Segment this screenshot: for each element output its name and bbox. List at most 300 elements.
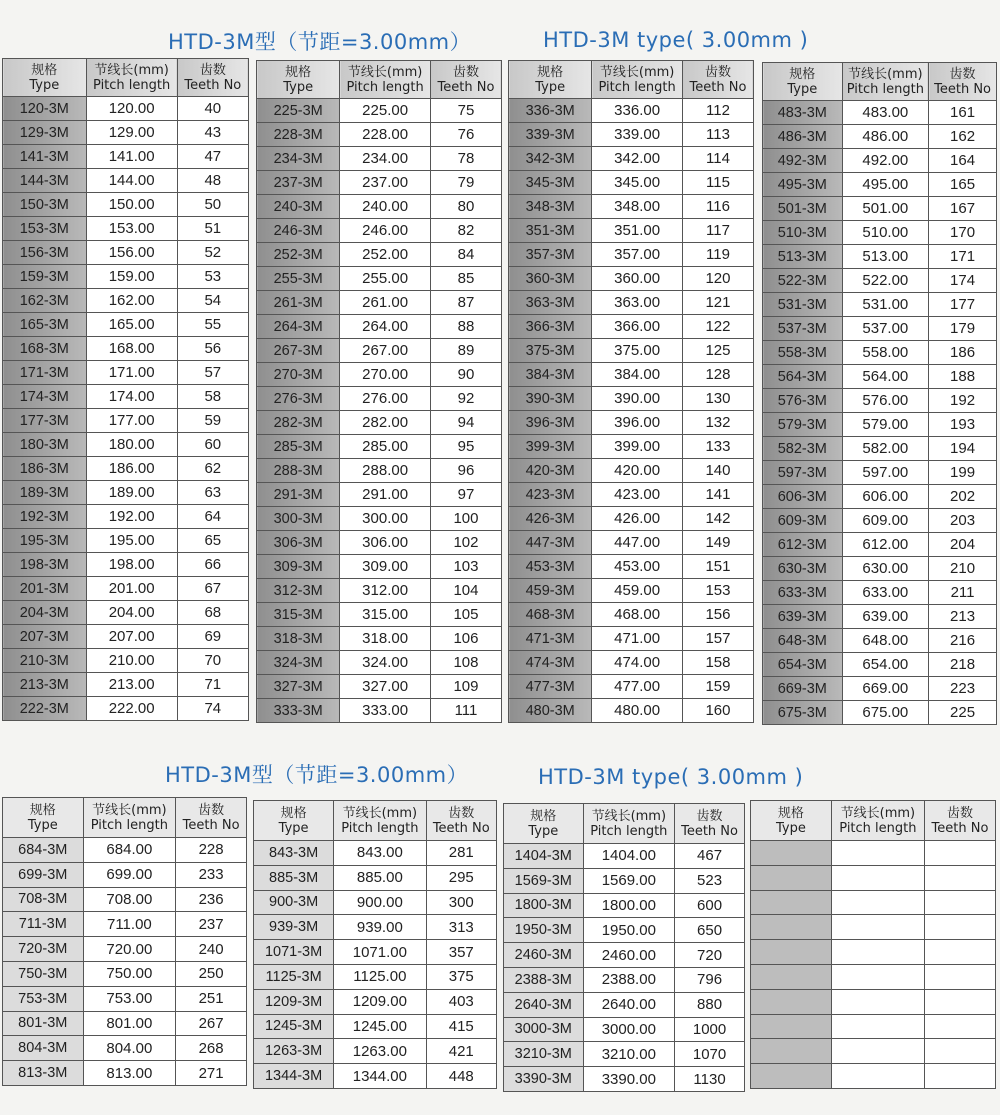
- cell-type: 900-3M: [254, 890, 334, 915]
- cell-type: 1071-3M: [254, 940, 334, 965]
- cell-type: 606-3M: [763, 485, 843, 509]
- table-row: [509, 579, 754, 603]
- cell-teeth: 84: [430, 243, 501, 267]
- cell-teeth: 177: [929, 293, 997, 317]
- cell-type: 177-3M: [3, 409, 87, 433]
- table-header-row: [3, 798, 247, 838]
- table-row: [751, 1039, 996, 1064]
- col-pitch-header-en: Pitch length: [346, 79, 424, 95]
- table-row: [257, 99, 502, 123]
- table-row: [509, 651, 754, 675]
- cell-type: 399-3M: [509, 435, 592, 459]
- table-header-row: [3, 59, 249, 97]
- table-header-row: [509, 61, 754, 99]
- cell-teeth: 357: [426, 940, 496, 965]
- cell-teeth: 97: [430, 483, 501, 507]
- table-row: [751, 890, 996, 915]
- cell-type: [751, 1014, 832, 1039]
- cell-pitch: 204.00: [86, 601, 177, 625]
- table-row: [254, 915, 497, 940]
- table-row: [3, 961, 247, 986]
- cell-type: 804-3M: [3, 1036, 84, 1061]
- cell-teeth: 116: [682, 195, 753, 219]
- cell-pitch: 207.00: [86, 625, 177, 649]
- cell-teeth: 53: [177, 265, 248, 289]
- cell-type: 207-3M: [3, 625, 87, 649]
- cell-teeth: 174: [929, 269, 997, 293]
- cell-type: 366-3M: [509, 315, 592, 339]
- cell-teeth: 104: [430, 579, 501, 603]
- cell-teeth: 120: [682, 267, 753, 291]
- table-row: [509, 675, 754, 699]
- cell-type: 360-3M: [509, 267, 592, 291]
- cell-pitch: 471.00: [592, 627, 683, 651]
- cell-teeth: 121: [682, 291, 753, 315]
- cell-type: 453-3M: [509, 555, 592, 579]
- table-row: [3, 887, 247, 912]
- cell-pitch: 468.00: [592, 603, 683, 627]
- cell-type: 141-3M: [3, 145, 87, 169]
- col-pitch-header-cn: 节线长(mm): [840, 805, 916, 821]
- cell-pitch: [831, 989, 924, 1014]
- table-row: [763, 125, 997, 149]
- cell-pitch: 609.00: [842, 509, 929, 533]
- cell-pitch: 252.00: [340, 243, 431, 267]
- table-row: [504, 943, 745, 968]
- table-header-row: [751, 801, 996, 841]
- cell-teeth: 56: [177, 337, 248, 361]
- cell-pitch: 720.00: [83, 937, 176, 962]
- table-row: [3, 529, 249, 553]
- cell-pitch: 285.00: [340, 435, 431, 459]
- cell-teeth: [924, 915, 995, 940]
- cell-pitch: 357.00: [592, 243, 683, 267]
- col-type-header-cn: 规格: [537, 64, 564, 80]
- cell-type: 510-3M: [763, 221, 843, 245]
- table-row: [257, 123, 502, 147]
- cell-pitch: 384.00: [592, 363, 683, 387]
- cell-type: 252-3M: [257, 243, 340, 267]
- table-row: [3, 862, 247, 887]
- cell-pitch: 1404.00: [583, 844, 675, 869]
- cell-teeth: 153: [682, 579, 753, 603]
- cell-type: 189-3M: [3, 481, 87, 505]
- cell-type: 633-3M: [763, 581, 843, 605]
- cell-teeth: 267: [176, 1011, 247, 1036]
- cell-teeth: 161: [929, 101, 997, 125]
- cell-type: 699-3M: [3, 862, 84, 887]
- cell-teeth: 159: [682, 675, 753, 699]
- cell-teeth: 54: [177, 289, 248, 313]
- table-row: [254, 841, 497, 866]
- cell-teeth: 192: [929, 389, 997, 413]
- cell-type: 423-3M: [509, 483, 592, 507]
- cell-type: 327-3M: [257, 675, 340, 699]
- col-teeth-header-cn: 齿数: [696, 808, 723, 824]
- cell-teeth: 111: [430, 699, 501, 723]
- cell-pitch: 1245.00: [334, 1014, 426, 1039]
- table-row: [509, 99, 754, 123]
- table-row: [763, 461, 997, 485]
- table-row: [504, 992, 745, 1017]
- col-type-header-cn: 规格: [789, 66, 816, 82]
- top-title-en: HTD-3M type( 3.00mm ): [543, 28, 809, 52]
- cell-teeth: 250: [176, 961, 247, 986]
- cell-pitch: 144.00: [86, 169, 177, 193]
- table-row: [509, 315, 754, 339]
- col-pitch-header-en: Pitch length: [341, 820, 419, 836]
- table-row: [257, 507, 502, 531]
- bottom-table-4: [750, 800, 996, 1089]
- table-row: [254, 940, 497, 965]
- col-pitch-header-en: Pitch length: [839, 820, 917, 836]
- cell-type: 720-3M: [3, 937, 84, 962]
- cell-pitch: 195.00: [86, 529, 177, 553]
- cell-type: 300-3M: [257, 507, 340, 531]
- col-teeth-header: [675, 804, 745, 844]
- cell-pitch: [831, 1064, 924, 1089]
- col-pitch-header-en: Pitch length: [90, 817, 168, 833]
- col-teeth-header: [430, 61, 501, 99]
- table-row: [3, 313, 249, 337]
- cell-type: 447-3M: [509, 531, 592, 555]
- table-row: [3, 169, 249, 193]
- cell-teeth: 142: [682, 507, 753, 531]
- cell-type: [751, 890, 832, 915]
- cell-teeth: 60: [177, 433, 248, 457]
- cell-pitch: 201.00: [86, 577, 177, 601]
- cell-teeth: 151: [682, 555, 753, 579]
- cell-type: 228-3M: [257, 123, 340, 147]
- table-row: [254, 989, 497, 1014]
- cell-pitch: 306.00: [340, 531, 431, 555]
- bottom-table-2: [253, 800, 497, 1089]
- cell-pitch: 309.00: [340, 555, 431, 579]
- cell-type: 537-3M: [763, 317, 843, 341]
- col-teeth-header-cn: 齿数: [946, 805, 973, 821]
- cell-type: 288-3M: [257, 459, 340, 483]
- cell-teeth: 78: [430, 147, 501, 171]
- cell-type: 318-3M: [257, 627, 340, 651]
- cell-type: 165-3M: [3, 313, 87, 337]
- cell-pitch: 1344.00: [334, 1064, 426, 1089]
- table-row: [257, 387, 502, 411]
- table-header-row: [254, 801, 497, 841]
- cell-teeth: 40: [177, 97, 248, 121]
- table-row: [3, 986, 247, 1011]
- table-row: [509, 603, 754, 627]
- col-teeth-header-cn: 齿数: [199, 62, 226, 78]
- cell-pitch: 492.00: [842, 149, 929, 173]
- table-row: [3, 145, 249, 169]
- col-teeth-header: [682, 61, 753, 99]
- cell-type: 669-3M: [763, 677, 843, 701]
- cell-teeth: 71: [177, 673, 248, 697]
- cell-pitch: [831, 841, 924, 866]
- cell-teeth: 171: [929, 245, 997, 269]
- table-row: [763, 341, 997, 365]
- table-row: [763, 365, 997, 389]
- cell-type: 939-3M: [254, 915, 334, 940]
- cell-teeth: 796: [675, 967, 745, 992]
- cell-teeth: 199: [929, 461, 997, 485]
- col-teeth-header-en: Teeth No: [437, 79, 495, 95]
- cell-pitch: 168.00: [86, 337, 177, 361]
- cell-teeth: 65: [177, 529, 248, 553]
- cell-type: 513-3M: [763, 245, 843, 269]
- cell-type: 180-3M: [3, 433, 87, 457]
- cell-teeth: 109: [430, 675, 501, 699]
- table-header-row: [257, 61, 502, 99]
- cell-pitch: 900.00: [334, 890, 426, 915]
- cell-type: 225-3M: [257, 99, 340, 123]
- col-type-header-en: Type: [787, 81, 818, 97]
- col-pitch-header: [340, 61, 431, 99]
- cell-teeth: [924, 1039, 995, 1064]
- cell-teeth: 233: [176, 862, 247, 887]
- cell-pitch: 315.00: [340, 603, 431, 627]
- table-row: [763, 701, 997, 725]
- table-row: [751, 1064, 996, 1089]
- cell-pitch: 804.00: [83, 1036, 176, 1061]
- col-teeth-header: [176, 798, 247, 838]
- table-row: [763, 629, 997, 653]
- top-table-1: [2, 58, 249, 721]
- cell-teeth: [924, 989, 995, 1014]
- cell-type: 396-3M: [509, 411, 592, 435]
- cell-teeth: 223: [929, 677, 997, 701]
- col-type-header-cn: 规格: [280, 805, 307, 821]
- cell-pitch: 225.00: [340, 99, 431, 123]
- cell-type: 564-3M: [763, 365, 843, 389]
- cell-pitch: 240.00: [340, 195, 431, 219]
- cell-type: 648-3M: [763, 629, 843, 653]
- table-row: [257, 267, 502, 291]
- table-row: [504, 1067, 745, 1092]
- cell-pitch: 282.00: [340, 411, 431, 435]
- cell-teeth: 193: [929, 413, 997, 437]
- cell-type: 201-3M: [3, 577, 87, 601]
- cell-teeth: 113: [682, 123, 753, 147]
- col-pitch-header: [592, 61, 683, 99]
- table-row: [254, 1064, 497, 1089]
- table-row: [3, 673, 249, 697]
- table-row: [257, 651, 502, 675]
- col-type-header-en: Type: [535, 79, 566, 95]
- cell-teeth: 128: [682, 363, 753, 387]
- top-title-cn: HTD-3M型（节距=3.00mm）: [168, 30, 472, 54]
- cell-teeth: 52: [177, 241, 248, 265]
- cell-teeth: 160: [682, 699, 753, 723]
- table-row: [763, 581, 997, 605]
- col-teeth-header-en: Teeth No: [931, 820, 989, 836]
- table-row: [257, 195, 502, 219]
- cell-type: 210-3M: [3, 649, 87, 673]
- cell-type: [751, 1064, 832, 1089]
- cell-pitch: 186.00: [86, 457, 177, 481]
- table-row: [3, 601, 249, 625]
- col-pitch-header: [831, 801, 924, 841]
- table-row: [257, 243, 502, 267]
- cell-pitch: 291.00: [340, 483, 431, 507]
- cell-pitch: 159.00: [86, 265, 177, 289]
- cell-teeth: 125: [682, 339, 753, 363]
- cell-teeth: 211: [929, 581, 997, 605]
- table-row: [254, 1014, 497, 1039]
- col-type-header-cn: 规格: [285, 64, 312, 80]
- cell-type: 483-3M: [763, 101, 843, 125]
- cell-teeth: 162: [929, 125, 997, 149]
- cell-teeth: 1000: [675, 1017, 745, 1042]
- cell-pitch: 264.00: [340, 315, 431, 339]
- cell-type: 1125-3M: [254, 964, 334, 989]
- cell-teeth: 164: [929, 149, 997, 173]
- col-type-header: [257, 61, 340, 99]
- col-pitch-header-cn: 节线长(mm): [92, 802, 167, 818]
- cell-type: 612-3M: [763, 533, 843, 557]
- cell-pitch: 120.00: [86, 97, 177, 121]
- table-row: [509, 339, 754, 363]
- cell-type: 129-3M: [3, 121, 87, 145]
- cell-teeth: 403: [426, 989, 496, 1014]
- table-row: [257, 147, 502, 171]
- table-row: [509, 219, 754, 243]
- table-row: [509, 291, 754, 315]
- cell-type: 261-3M: [257, 291, 340, 315]
- cell-pitch: 813.00: [83, 1061, 176, 1086]
- cell-pitch: 648.00: [842, 629, 929, 653]
- cell-type: 339-3M: [509, 123, 592, 147]
- cell-type: 213-3M: [3, 673, 87, 697]
- cell-type: 3390-3M: [504, 1067, 584, 1092]
- bottom-table-3: [503, 803, 745, 1092]
- cell-teeth: 82: [430, 219, 501, 243]
- cell-pitch: [831, 964, 924, 989]
- cell-type: 492-3M: [763, 149, 843, 173]
- table-row: [509, 387, 754, 411]
- table-header-row: [504, 804, 745, 844]
- table-header-row: [763, 63, 997, 101]
- table-row: [3, 241, 249, 265]
- cell-pitch: 246.00: [340, 219, 431, 243]
- col-type-header-en: Type: [29, 77, 60, 93]
- cell-teeth: 179: [929, 317, 997, 341]
- cell-type: 579-3M: [763, 413, 843, 437]
- cell-type: 1263-3M: [254, 1039, 334, 1064]
- cell-type: 474-3M: [509, 651, 592, 675]
- cell-type: 246-3M: [257, 219, 340, 243]
- cell-pitch: 333.00: [340, 699, 431, 723]
- cell-teeth: 141: [682, 483, 753, 507]
- table-row: [3, 193, 249, 217]
- table-row: [257, 483, 502, 507]
- table-row: [3, 361, 249, 385]
- cell-pitch: 1071.00: [334, 940, 426, 965]
- cell-teeth: 76: [430, 123, 501, 147]
- cell-teeth: 415: [426, 1014, 496, 1039]
- cell-type: 654-3M: [763, 653, 843, 677]
- cell-teeth: 88: [430, 315, 501, 339]
- col-pitch-header: [83, 798, 176, 838]
- cell-type: 480-3M: [509, 699, 592, 723]
- cell-pitch: [831, 940, 924, 965]
- col-pitch-header-cn: 节线长(mm): [591, 808, 667, 824]
- cell-pitch: 255.00: [340, 267, 431, 291]
- bottom-title-en: HTD-3M type( 3.00mm ): [538, 765, 804, 789]
- table-row: [509, 483, 754, 507]
- table-row: [504, 1042, 745, 1067]
- col-type-header-en: Type: [278, 820, 309, 836]
- cell-teeth: 421: [426, 1039, 496, 1064]
- cell-type: 264-3M: [257, 315, 340, 339]
- cell-type: 234-3M: [257, 147, 340, 171]
- table-row: [763, 293, 997, 317]
- cell-teeth: 448: [426, 1064, 496, 1089]
- cell-pitch: 675.00: [842, 701, 929, 725]
- table-row: [509, 699, 754, 723]
- cell-teeth: 80: [430, 195, 501, 219]
- cell-teeth: 58: [177, 385, 248, 409]
- col-teeth-header-en: Teeth No: [432, 820, 490, 836]
- cell-type: 675-3M: [763, 701, 843, 725]
- cell-pitch: 213.00: [86, 673, 177, 697]
- col-type-header: [509, 61, 592, 99]
- cell-type: 351-3M: [509, 219, 592, 243]
- cell-type: 597-3M: [763, 461, 843, 485]
- cell-pitch: 192.00: [86, 505, 177, 529]
- cell-pitch: 324.00: [340, 651, 431, 675]
- cell-pitch: 1125.00: [334, 964, 426, 989]
- col-teeth-header: [426, 801, 496, 841]
- col-type-header: [3, 59, 87, 97]
- cell-type: 309-3M: [257, 555, 340, 579]
- cell-teeth: 158: [682, 651, 753, 675]
- table-row: [504, 844, 745, 869]
- cell-type: 3000-3M: [504, 1017, 584, 1042]
- cell-teeth: [924, 940, 995, 965]
- table-row: [763, 101, 997, 125]
- cell-type: 753-3M: [3, 986, 84, 1011]
- table-row: [509, 147, 754, 171]
- col-teeth-header: [924, 801, 995, 841]
- table-row: [3, 1036, 247, 1061]
- table-row: [257, 459, 502, 483]
- cell-type: 153-3M: [3, 217, 87, 241]
- table-row: [509, 531, 754, 555]
- cell-teeth: 106: [430, 627, 501, 651]
- cell-type: 363-3M: [509, 291, 592, 315]
- cell-type: 471-3M: [509, 627, 592, 651]
- cell-pitch: 801.00: [83, 1011, 176, 1036]
- cell-pitch: 375.00: [592, 339, 683, 363]
- cell-type: 609-3M: [763, 509, 843, 533]
- col-pitch-header-cn: 节线长(mm): [94, 62, 169, 78]
- cell-teeth: 375: [426, 964, 496, 989]
- cell-teeth: 188: [929, 365, 997, 389]
- cell-teeth: 69: [177, 625, 248, 649]
- cell-teeth: 63: [177, 481, 248, 505]
- cell-type: 345-3M: [509, 171, 592, 195]
- cell-pitch: 447.00: [592, 531, 683, 555]
- cell-teeth: 194: [929, 437, 997, 461]
- cell-type: 342-3M: [509, 147, 592, 171]
- cell-teeth: 204: [929, 533, 997, 557]
- cell-pitch: 522.00: [842, 269, 929, 293]
- table-row: [257, 435, 502, 459]
- cell-type: 711-3M: [3, 912, 84, 937]
- cell-type: [751, 915, 832, 940]
- cell-type: 468-3M: [509, 603, 592, 627]
